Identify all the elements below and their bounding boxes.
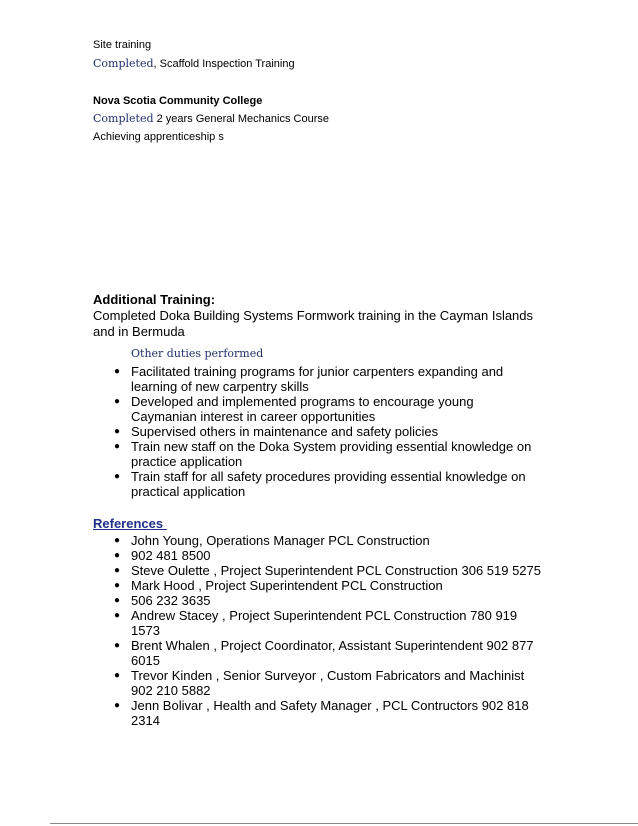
college-note: Achieving apprenticeship s bbox=[93, 131, 224, 143]
completed-text: , Scaffold Inspection Training bbox=[153, 58, 295, 70]
list-item: ● John Young, Operations Manager PCL Construction bbox=[114, 533, 430, 548]
list-item: ● Trevor Kinden , Senior Surveyor , Custom Fabricators and Machinist 902 210 5882 bbox=[114, 668, 525, 698]
list-item: ● 506 232 3635 bbox=[114, 593, 211, 608]
duty-text: Train staff for all safety procedures providing essential knowledge on practical application bbox=[131, 469, 526, 499]
list-item: ● Developed and implemented programs to encourage young Caymanian interest in career opportunities bbox=[114, 394, 474, 424]
reference-text: John Young, Operations Manager PCL Construction bbox=[131, 533, 430, 548]
completed-label: Completed bbox=[93, 112, 154, 125]
duty-text: Train new staff on the Doka System providing essential knowledge on practice application bbox=[131, 439, 532, 469]
list-item: ● Andrew Stacey , Project Superintendent PCL Construction 780 919 1573 bbox=[114, 608, 518, 638]
references-list bbox=[114, 533, 542, 728]
duty-text: Developed and implemented programs to encourage young Caymanian interest in career opportunities bbox=[131, 394, 474, 424]
additional-training-heading: Additional Training: bbox=[93, 292, 216, 307]
reference-text: Andrew Stacey , Project Superintendent PCL Construction 780 919 1573 bbox=[131, 608, 518, 638]
references-heading: References bbox=[93, 516, 167, 531]
additional-training-text: Completed Doka Building Systems Formwork training in the Cayman Islands and in Bermuda bbox=[93, 308, 534, 339]
list-item: ● Supervised others in maintenance and safety policies bbox=[114, 424, 439, 439]
duty-text: Supervised others in maintenance and safety policies bbox=[131, 424, 439, 439]
reference-text: Brent Whalen , Project Coordinator, Assistant Superintendent 902 877 6015 bbox=[131, 638, 534, 668]
completed-label: Completed bbox=[93, 57, 154, 70]
reference-text: Jenn Bolivar , Health and Safety Manager , PCL Contructors 902 818 2314 bbox=[131, 698, 529, 728]
college-name: Nova Scotia Community College bbox=[93, 95, 263, 107]
footer-divider bbox=[50, 823, 638, 824]
list-item: ● Train new staff on the Doka System providing essential knowledge on practice application bbox=[114, 439, 532, 469]
list-item: ● Train staff for all safety procedures providing essential knowledge on practical application bbox=[114, 469, 526, 499]
duties-list bbox=[114, 364, 541, 499]
reference-text: Steve Oulette , Project Superintendent PCL Construction 306 519 5275 bbox=[131, 563, 542, 578]
list-item: ● Brent Whalen , Project Coordinator, Assistant Superintendent 902 877 6015 bbox=[114, 638, 534, 668]
reference-text: 902 481 8500 bbox=[131, 548, 211, 563]
list-item: ● Jenn Bolivar , Health and Safety Manager , PCL Contructors 902 818 2314 bbox=[114, 698, 529, 728]
college-completed-line bbox=[93, 112, 329, 126]
site-training-heading: Site training bbox=[93, 39, 152, 51]
duty-text: Facilitated training programs for junior carpenters expanding and learning of new carpentry skills bbox=[131, 364, 504, 394]
reference-text: 506 232 3635 bbox=[131, 593, 211, 608]
other-duties-label: Other duties performed bbox=[131, 347, 264, 360]
site-training-completed-line bbox=[93, 57, 295, 71]
list-item: ● 902 481 8500 bbox=[114, 548, 211, 563]
completed-text: 2 years General Mechanics Course bbox=[153, 113, 329, 125]
reference-text: Mark Hood , Project Superintendent PCL Construction bbox=[131, 578, 443, 593]
list-item: ● Facilitated training programs for junior carpenters expanding and learning of new carpentry skills bbox=[114, 364, 504, 394]
list-item: ● Mark Hood , Project Superintendent PCL Construction bbox=[114, 578, 443, 593]
list-item: ● Steve Oulette , Project Superintendent PCL Construction 306 519 5275 bbox=[114, 563, 542, 578]
reference-text: Trevor Kinden , Senior Surveyor , Custom Fabricators and Machinist 902 210 5882 bbox=[131, 668, 525, 698]
